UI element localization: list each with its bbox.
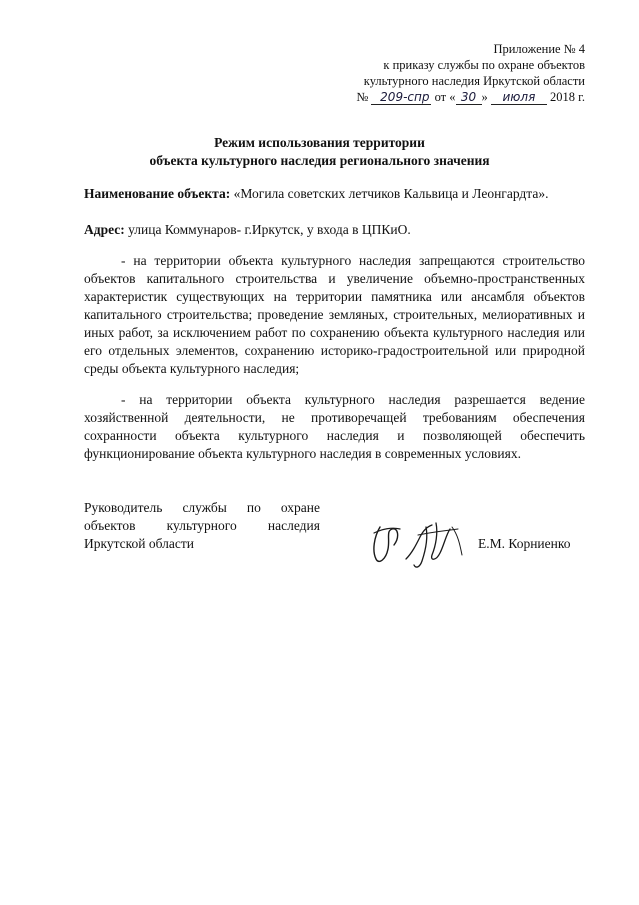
appendix-header	[356, 41, 585, 105]
title-line-1: Режим использования территории	[214, 135, 425, 150]
rule-prohibitions: - на территории объекта культурного наследия запрещаются строительство объектов капитального строительства и увеличение объемно-пространственных характеристик существующих на территории памятника или ансамбля объектов капитального строительства; проведение земляных, строительных, мелиоративных и иных работ, за исключением работ по сохранению объекта культурного наследия или его отдельных элементов, сохранению историко-градостроительной или природной среды объекта культурного наследия;	[84, 253, 585, 376]
object-address-value: улица Коммунаров- г.Иркутск, у входа в ЦПКиО.	[128, 222, 411, 237]
appendix-order-ref: к приказу службы по охране объектов	[383, 58, 585, 72]
object-address-paragraph	[84, 221, 585, 239]
appendix-title: Приложение № 4	[493, 42, 585, 56]
appendix-authority: культурного наследия Иркутской области	[363, 74, 585, 88]
date-day-handwritten: 30	[456, 91, 482, 105]
object-address-label: Адрес:	[84, 222, 125, 237]
rule-permissions: - на территории объекта культурного наследия разрешается ведение хозяйственной деятельности, не противоречащей требованиям обеспечения сохранности объекта культурного наследия и позволяющей обеспечить функционирование объекта культурного наследия в современных условиях.	[84, 392, 585, 461]
document-title	[0, 134, 639, 170]
number-prefix: №	[356, 90, 369, 104]
title-line-2: объекта культурного наследия регионального значения	[149, 153, 490, 168]
date-from-label: от «	[434, 90, 456, 104]
date-quote-close: »	[481, 90, 488, 104]
object-name-paragraph	[84, 185, 585, 203]
appendix-number-date	[356, 89, 585, 105]
date-year: 2018 г.	[550, 90, 585, 104]
handwritten-signature	[366, 515, 474, 571]
signatory-name: Е.М. Корниенко	[478, 536, 571, 551]
object-name-value: «Могила советских летчиков Кальвица и Леонгардта».	[233, 186, 549, 201]
signatory-position: Руководитель службы по охране объектов культурного наследия Иркутской области	[84, 500, 320, 551]
order-number-handwritten: 209-спр	[371, 91, 431, 105]
object-name-label: Наименование объекта:	[84, 186, 231, 201]
date-month-handwritten: июля	[491, 91, 547, 105]
